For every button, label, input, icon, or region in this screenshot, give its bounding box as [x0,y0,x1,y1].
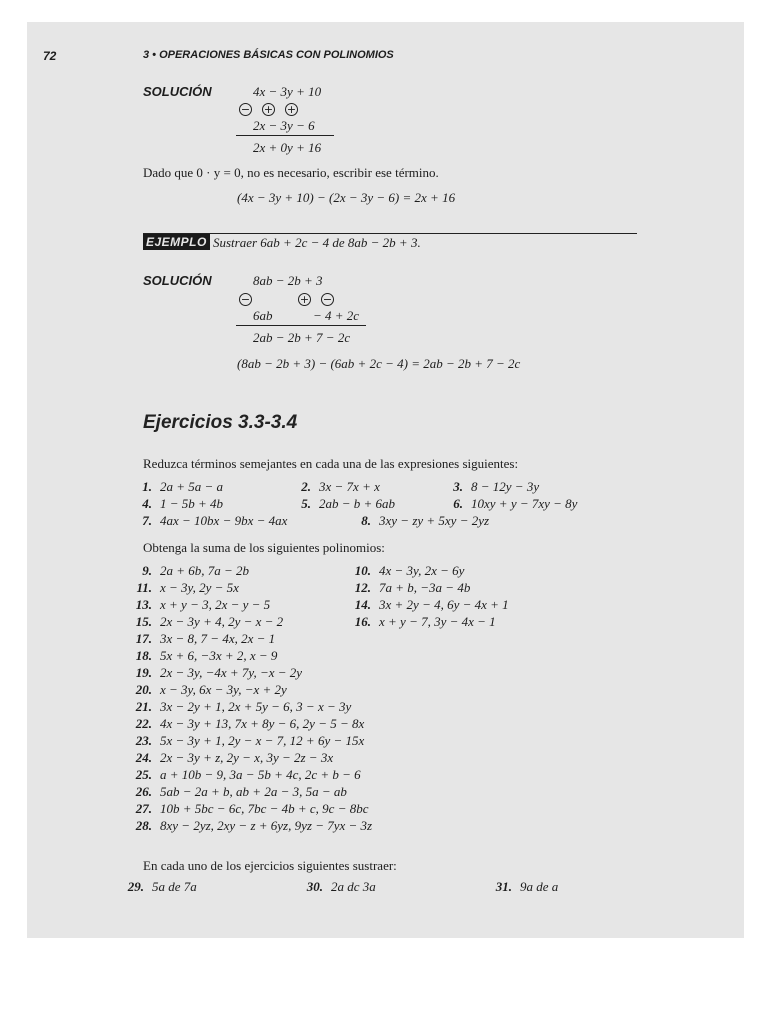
exercise-item: 22. 4x − 3y + 13, 7x + 8y − 6, 2y − 5 − 8x [135,716,365,731]
solution1-result: 2x + 0y + 16 [253,140,322,155]
exercise-item: 27. 10b + 5bc − 6c, 7bc − 4b + c, 9c − 8bc [135,801,369,816]
exercise-item: 17. 3x − 8, 7 − 4x, 2x − 1 [135,631,276,646]
solution1-row2: 2x − 3y − 6 [253,118,315,133]
exercise-item: 25. a + 10b − 9, 3a − 5b + 4c, 2c + b − 6 [135,767,361,782]
exercise-item: 10. 4x − 3y, 2x − 6y [354,563,465,578]
exercise-item: 18. 5x + 6, −3x + 2, x − 9 [135,648,278,663]
example-rule [143,233,637,234]
exercise-item: 8. 3xy − zy + 5xy − 2yz [361,513,490,528]
exercise-item: 2. 3x − 7x + x [301,479,380,494]
solution1-note: Dado que 0 · y = 0, no es necesario, escribir ese término. [143,165,439,180]
solution2-result: 2ab − 2b + 7 − 2c [253,330,351,345]
exercise-item: 5. 2ab − b + 6ab [301,496,396,511]
exercise-item: 24. 2x − 3y + z, 2y − x, 3y − 2z − 3x [135,750,334,765]
solution1-equation: (4x − 3y + 10) − (2x − 3y − 6) = 2x + 16 [237,190,456,205]
minus-circle-icon: − [240,103,251,116]
solution-label: SOLUCIÓN [143,273,212,288]
solution-label: SOLUCIÓN [143,84,212,99]
solution2-row2-rest: − 4 + 2c [313,308,360,323]
exercise-item: 16. x + y − 7, 3y − 4x − 1 [354,614,496,629]
exercise-item: 4. 1 − 5b + 4b [142,496,224,511]
example-badge: EJEMPLO [143,234,210,250]
exercise-item: 9. 2a + 6b, 7a − 2b [142,563,250,578]
exercise-item: 12. 7a + b, −3a − 4b [354,580,471,595]
exercise-item: 30. 2a dc 3a [306,879,376,894]
page-number: 72 [43,49,57,63]
exercise-item: 1. 2a + 5a − a [142,479,224,494]
exercise-item: 15. 2x − 3y + 4, 2y − x − 2 [135,614,284,629]
instruction-sum: Obtenga la suma de los siguientes polinomios: [143,540,385,555]
exercises-heading: Ejercicios 3.3-3.4 [143,412,298,433]
exercise-item: 26. 5ab − 2a + b, ab + 2a − 3, 5a − ab [135,784,347,799]
exercise-item: 28. 8xy − 2yz, 2xy − z + 6yz, 9yz − 7yx − 3z [135,818,373,833]
exercise-item: 29. 5a de 7a [127,879,197,894]
exercise-item: 3. 8 − 12y − 3y [453,479,540,494]
sum-rule [236,325,366,326]
instruction-subtract: En cada uno de los ejercicios siguientes sustraer: [143,858,397,873]
exercise-item: 11. x − 3y, 2y − 5x [136,580,239,595]
solution1-signs [239,101,308,117]
exercise-item: 14. 3x + 2y − 4, 6y − 4x + 1 [354,597,509,612]
sum-rule [236,135,334,136]
exercise-item: 7. 4ax − 10bx − 9bx − 4ax [142,513,288,528]
plus-circle-icon: + [299,293,310,306]
exercise-item: 21. 3x − 2y + 1, 2x + 5y − 6, 3 − x − 3y [135,699,352,714]
textbook-page [27,22,744,938]
plus-circle-icon: + [263,103,274,116]
solution2-equation: (8ab − 2b + 3) − (6ab + 2c − 4) = 2ab − 2b + 7 − 2c [237,356,521,371]
solution2-signs [239,291,344,307]
running-title: 3 • OPERACIONES BÁSICAS CON POLINOMIOS [143,49,394,61]
solution1-row1: 4x − 3y + 10 [253,84,322,99]
minus-circle-icon: − [240,293,251,306]
exercise-item: 13. x + y − 3, 2x − y − 5 [135,597,271,612]
instruction-reduce: Reduzca términos semejantes en cada una de las expresiones siguientes: [143,456,519,471]
exercise-item: 19. 2x − 3y, −4x + 7y, −x − 2y [135,665,303,680]
minus-circle-icon: − [322,293,333,306]
solution2-row2-term: 6ab [253,308,273,323]
exercise-item: 23. 5x − 3y + 1, 2y − x − 7, 12 + 6y − 15x [135,733,365,748]
exercise-item: 31. 9a de a [495,879,559,894]
exercise-item: 20. x − 3y, 6x − 3y, −x + 2y [135,682,287,697]
plus-circle-icon: + [286,103,297,116]
solution2-row1: 8ab − 2b + 3 [253,273,323,288]
exercise-item: 6. 10xy + y − 7xy − 8y [453,496,578,511]
example-text: Sustraer 6ab + 2c − 4 de 8ab − 2b + 3. [213,235,421,250]
